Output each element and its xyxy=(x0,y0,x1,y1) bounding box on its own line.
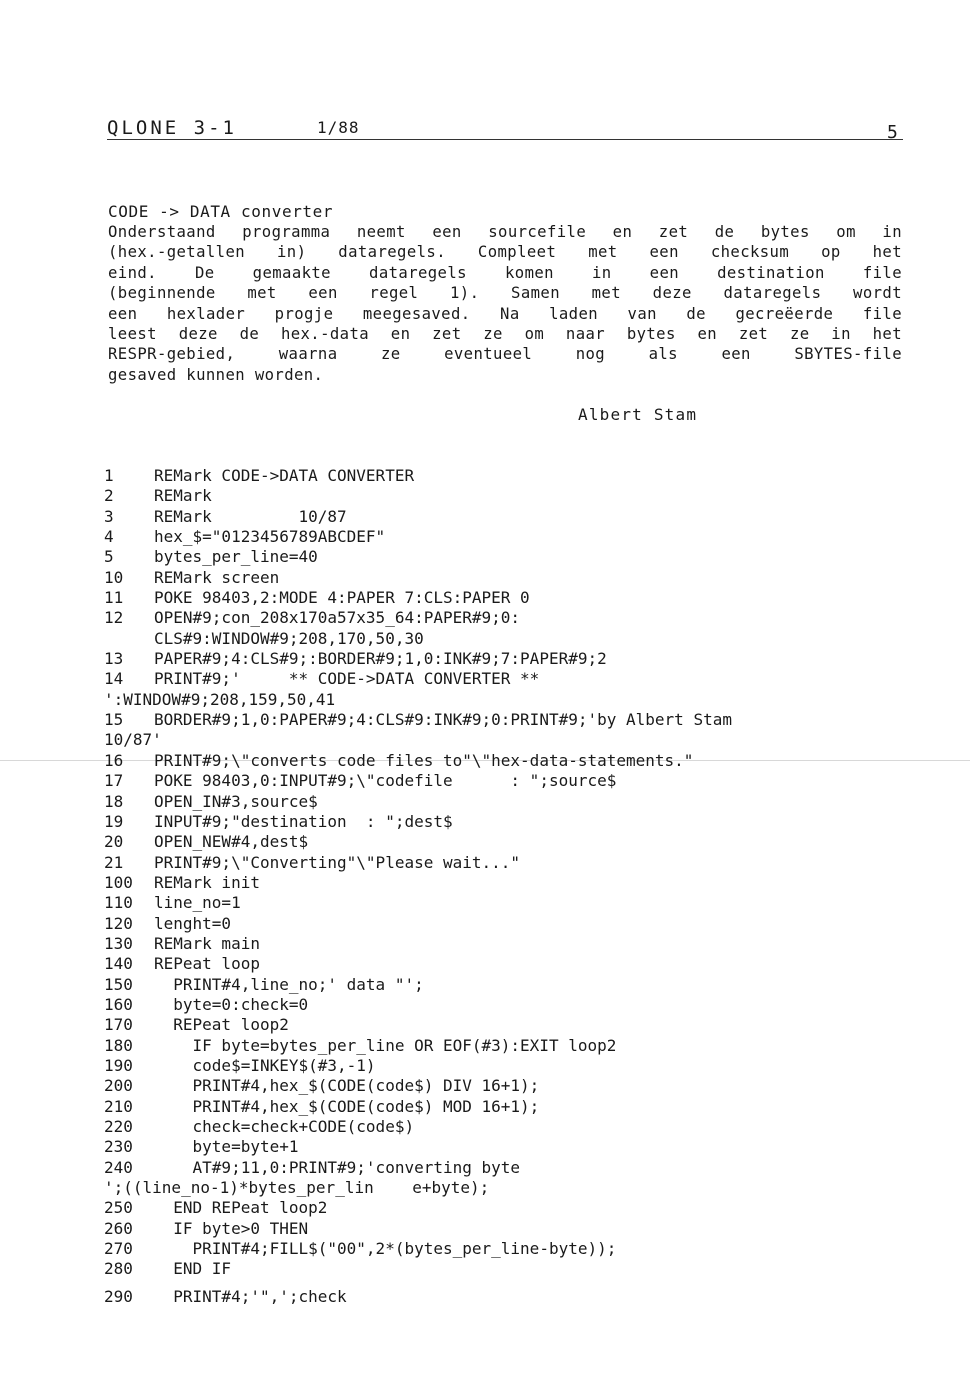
code-line xyxy=(104,751,904,771)
code-line xyxy=(104,771,904,791)
line-number: 1 xyxy=(104,466,114,485)
code-text: END IF xyxy=(154,1259,232,1279)
code-line xyxy=(104,710,904,730)
code-text: byte=byte+1 xyxy=(154,1137,299,1157)
line-number: 190 xyxy=(104,1055,133,1075)
code-text: PRINT#4,line_no;' data "'; xyxy=(154,974,424,994)
code-line xyxy=(104,1015,904,1035)
line-number: 12 xyxy=(104,608,124,628)
line-number: 280 xyxy=(104,1259,133,1279)
code-line xyxy=(104,995,904,1015)
code-line xyxy=(104,954,904,974)
code-line xyxy=(104,1097,904,1117)
code-line xyxy=(104,1036,904,1056)
code-text: REMark xyxy=(154,486,212,506)
code-line xyxy=(104,975,904,995)
code-text: PRINT#4,hex_$(CODE(code$) DIV 16+1); xyxy=(154,1076,540,1096)
code-line xyxy=(104,1117,904,1137)
line-number: 210 xyxy=(104,1096,133,1116)
line-number: 15 xyxy=(104,710,124,730)
body-line: een hexlader progje meegesaved. Na laden van de gecreëerde file xyxy=(108,304,902,323)
program-listing xyxy=(104,466,904,1307)
code-text: END REPeat loop2 xyxy=(154,1198,328,1218)
line-number: 180 xyxy=(104,1035,133,1055)
code-line xyxy=(104,1239,904,1259)
line-number: 19 xyxy=(104,811,124,831)
code-text: OPEN#9;con_208x170a57x35_64:PAPER#9;0: xyxy=(154,608,521,628)
line-number: 11 xyxy=(104,588,124,608)
code-text: BORDER#9;1,0:PAPER#9;4:CLS#9:INK#9;0:PRINT#9;'by Albert Stam xyxy=(154,710,732,730)
line-number: 130 xyxy=(104,933,133,953)
code-line xyxy=(104,934,904,954)
code-line xyxy=(104,1076,904,1096)
code-text: PRINT#4;'",';check xyxy=(154,1286,347,1306)
body-line: (beginnende met een regel 1). Samen met deze dataregels wordt xyxy=(108,284,902,303)
line-number: 270 xyxy=(104,1239,133,1259)
code-line xyxy=(104,568,904,588)
code-line xyxy=(104,914,904,934)
line-number: 220 xyxy=(104,1117,133,1136)
code-text: REMark 10/87 xyxy=(154,506,347,526)
code-line xyxy=(104,1178,904,1198)
body-line: (hex.-getallen in) dataregels. Compleet met een checksum op het xyxy=(108,243,902,262)
code-line xyxy=(104,1056,904,1076)
line-number: 120 xyxy=(104,913,133,933)
code-text: PRINT#4,hex_$(CODE(code$) MOD 16+1); xyxy=(154,1096,540,1116)
code-text: 10/87' xyxy=(104,730,162,750)
code-text: AT#9;11,0:PRINT#9;'converting byte xyxy=(154,1157,521,1177)
code-line xyxy=(104,629,904,649)
line-number: 18 xyxy=(104,791,124,811)
code-line xyxy=(104,608,904,628)
line-number: 110 xyxy=(104,893,133,913)
code-line xyxy=(104,730,904,750)
line-number: 240 xyxy=(104,1157,133,1177)
code-line xyxy=(104,669,904,689)
code-text: ';((line_no-1)*bytes_per_lin e+byte); xyxy=(104,1178,490,1198)
line-number: 260 xyxy=(104,1218,133,1238)
body-line: eind. De gemaakte dataregels komen in een destination file xyxy=(108,263,902,282)
code-text: PAPER#9;4:CLS#9;:BORDER#9;1,0:INK#9;7:PAPER#9;2 xyxy=(154,649,607,669)
code-line xyxy=(104,649,904,669)
code-text: ':WINDOW#9;208,159,50,41 xyxy=(104,689,336,709)
line-number: 20 xyxy=(104,832,124,852)
code-line xyxy=(104,588,904,608)
line-number: 290 xyxy=(104,1286,133,1306)
line-number: 16 xyxy=(104,750,124,770)
page-header xyxy=(107,117,903,147)
code-line xyxy=(104,792,904,812)
code-text: PRINT#9;\"converts code files to"\"hex-data-statements." xyxy=(154,750,694,770)
code-line xyxy=(104,812,904,832)
code-line xyxy=(104,527,904,547)
code-text: PRINT#9;\"Converting"\"Please wait..." xyxy=(154,852,521,872)
code-line xyxy=(104,1219,904,1239)
line-number xyxy=(104,629,154,649)
line-number: 10 xyxy=(104,567,124,587)
code-text: line_no=1 xyxy=(154,893,241,913)
code-text: POKE 98403,2:MODE 4:PAPER 7:CLS:PAPER 0 xyxy=(154,588,530,608)
code-line xyxy=(104,690,904,710)
code-text: CLS#9:WINDOW#9;208,170,50,30 xyxy=(154,628,424,648)
body-line: leest deze de hex.-data en zet ze om naar bytes en zet ze in het xyxy=(108,325,902,344)
line-number: 140 xyxy=(104,954,133,974)
line-number: 230 xyxy=(104,1137,133,1157)
line-number: 150 xyxy=(104,974,133,994)
article-title: CODE -> DATA converter xyxy=(108,202,334,221)
line-number: 170 xyxy=(104,1015,133,1035)
code-text: check=check+CODE(code$) xyxy=(154,1117,415,1136)
line-number: 4 xyxy=(104,527,114,547)
issue-number: 1/88 xyxy=(317,118,360,137)
code-text: PRINT#4;FILL$("00",2*(bytes_per_line-byte)); xyxy=(154,1239,617,1259)
code-text: byte=0:check=0 xyxy=(154,994,309,1014)
code-line xyxy=(104,893,904,913)
body-line: Onderstaand programma neemt een sourcefile en zet de bytes om in xyxy=(108,223,902,241)
line-number: 250 xyxy=(104,1198,133,1218)
line-number: 14 xyxy=(104,669,124,689)
body-line: gesaved kunnen worden. xyxy=(108,365,324,384)
line-number: 13 xyxy=(104,649,124,669)
line-number: 2 xyxy=(104,486,114,506)
code-line xyxy=(104,1137,904,1157)
code-line xyxy=(104,853,904,873)
code-line xyxy=(104,1287,904,1307)
code-line xyxy=(104,466,904,486)
code-line xyxy=(104,1198,904,1218)
code-text: REPeat loop2 xyxy=(154,1015,289,1035)
code-text: hex_$="0123456789ABCDEF" xyxy=(154,527,386,547)
code-text: IF byte>0 THEN xyxy=(154,1218,309,1238)
code-text: bytes_per_line=40 xyxy=(154,547,318,567)
line-number: 200 xyxy=(104,1076,133,1096)
code-text: REMark CODE->DATA CONVERTER xyxy=(154,466,415,485)
line-number: 3 xyxy=(104,506,114,526)
code-text: OPEN_IN#3,source$ xyxy=(154,791,318,811)
code-text: INPUT#9;"destination : ";dest$ xyxy=(154,811,453,831)
line-number: 5 xyxy=(104,547,114,567)
line-number: 21 xyxy=(104,852,124,872)
code-line xyxy=(104,832,904,852)
code-text: REPeat loop xyxy=(154,954,260,974)
code-text: OPEN_NEW#4,dest$ xyxy=(154,832,309,852)
code-text: lenght=0 xyxy=(154,913,232,933)
code-line xyxy=(104,486,904,506)
code-line xyxy=(104,547,904,567)
code-line xyxy=(104,1158,904,1178)
code-text: PRINT#9;' ** CODE->DATA CONVERTER ** xyxy=(154,669,540,689)
code-text: REMark main xyxy=(154,933,260,953)
code-text: code$=INKEY$(#3,-1) xyxy=(154,1055,376,1075)
article-author: Albert Stam xyxy=(578,405,698,424)
code-text: IF byte=bytes_per_line OR EOF(#3):EXIT loop2 xyxy=(154,1035,617,1055)
line-number: 160 xyxy=(104,994,133,1014)
line-number: 100 xyxy=(104,872,133,892)
code-line xyxy=(104,1259,904,1279)
body-line: RESPR-gebied, waarna ze eventueel nog als een SBYTES-file xyxy=(108,345,902,364)
code-line xyxy=(104,507,904,527)
code-text: REMark init xyxy=(154,872,260,892)
code-text: POKE 98403,0:INPUT#9;\"codefile : ";source$ xyxy=(154,771,617,791)
magazine-title: QLONE 3-1 xyxy=(107,117,237,139)
code-line xyxy=(104,873,904,893)
article-body xyxy=(108,222,902,385)
page-number: 5 xyxy=(887,122,898,143)
code-text: REMark screen xyxy=(154,567,280,587)
header-rule xyxy=(107,139,903,140)
line-number: 17 xyxy=(104,771,124,791)
